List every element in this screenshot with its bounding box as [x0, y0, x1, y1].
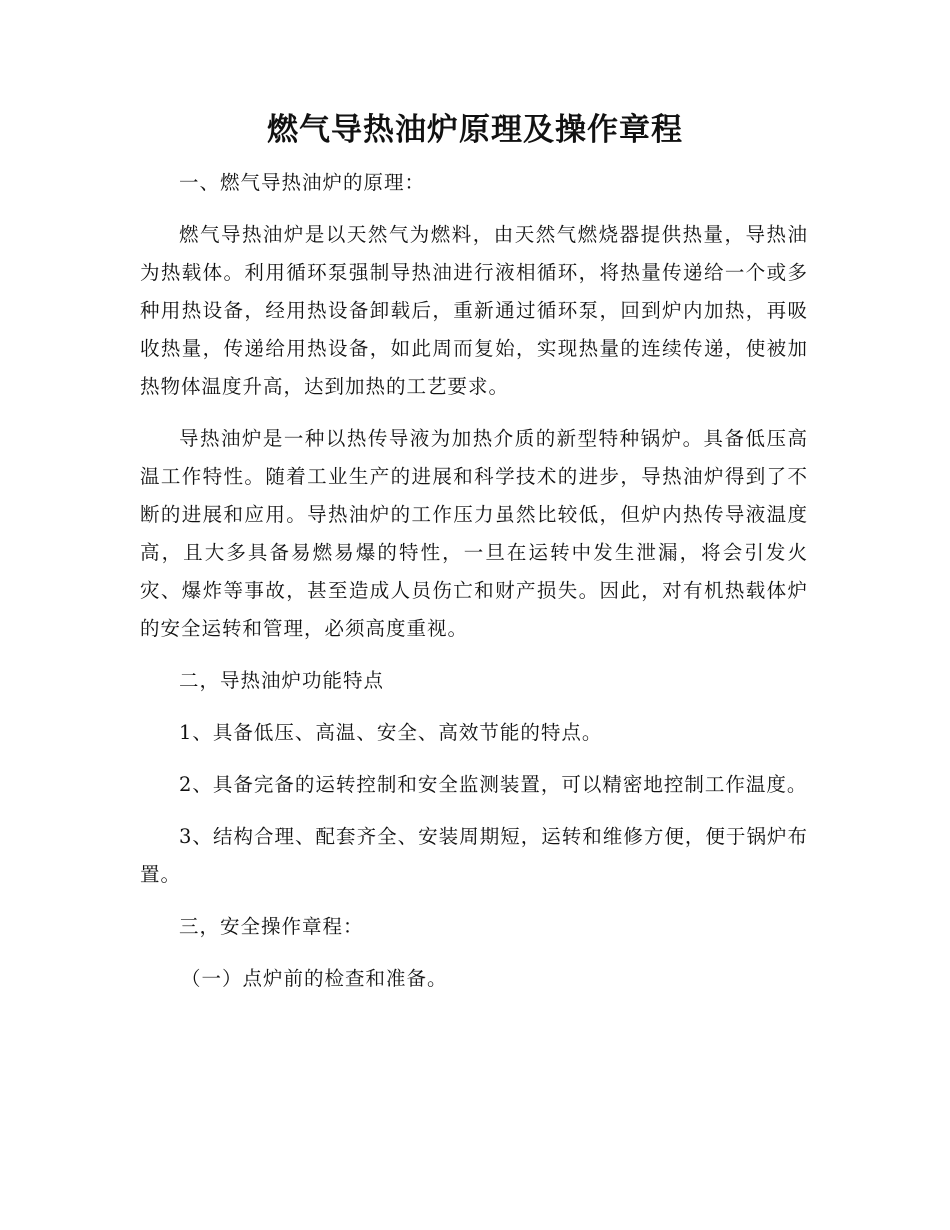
- feature-item-2: 2、具备完备的运转控制和安全监测装置，可以精密地控制工作温度。: [179, 773, 808, 796]
- feature-item-3: 3、结构合理、配套齐全、安装周期短，运转和维修方便，便于锅炉布置。: [140, 825, 808, 886]
- paragraph-principle: 燃气导热油炉是以天然气为燃料，由天然气燃烧器提供热量，导热油为热载体。利用循环泵强制导热油进行液相循环，将热量传递给一个或多种用热设备，经用热设备卸载后，重新通过循环泵，回到炉内加热，再吸收热量，传递给用热设备，如此周而复始，实现热量的连续传递，使被加热物体温度升高，达到加热的工艺要求。: [140, 223, 808, 398]
- section-heading-3: 三，安全操作章程：: [179, 915, 364, 938]
- document-body: [140, 164, 808, 1012]
- subsection-heading-1: （一）点炉前的检查和准备。: [180, 967, 448, 990]
- document-title: 燃气导热油炉原理及操作章程: [267, 112, 683, 148]
- paragraph-description: 导热油炉是一种以热传导液为加热介质的新型特种锅炉。具备低压高温工作特性。随着工业生产的进展和科学技术的进步，导热油炉得到了不断的进展和应用。导热油炉的工作压力虽然比较低，但炉内热传导液温度高，且大多具备易燃易爆的特性，一旦在运转中发生泄漏，将会引发火灾、爆炸等事故，甚至造成人员伤亡和财产损失。因此，对有机热载体炉的安全运转和管理，必须高度重视。: [140, 427, 808, 640]
- section-heading-1: 一、燃气导热油炉的原理：: [179, 171, 426, 194]
- feature-item-1: 1、具备低压、高温、安全、高效节能的特点。: [179, 721, 603, 744]
- section-heading-2: 二，导热油炉功能特点: [179, 669, 385, 692]
